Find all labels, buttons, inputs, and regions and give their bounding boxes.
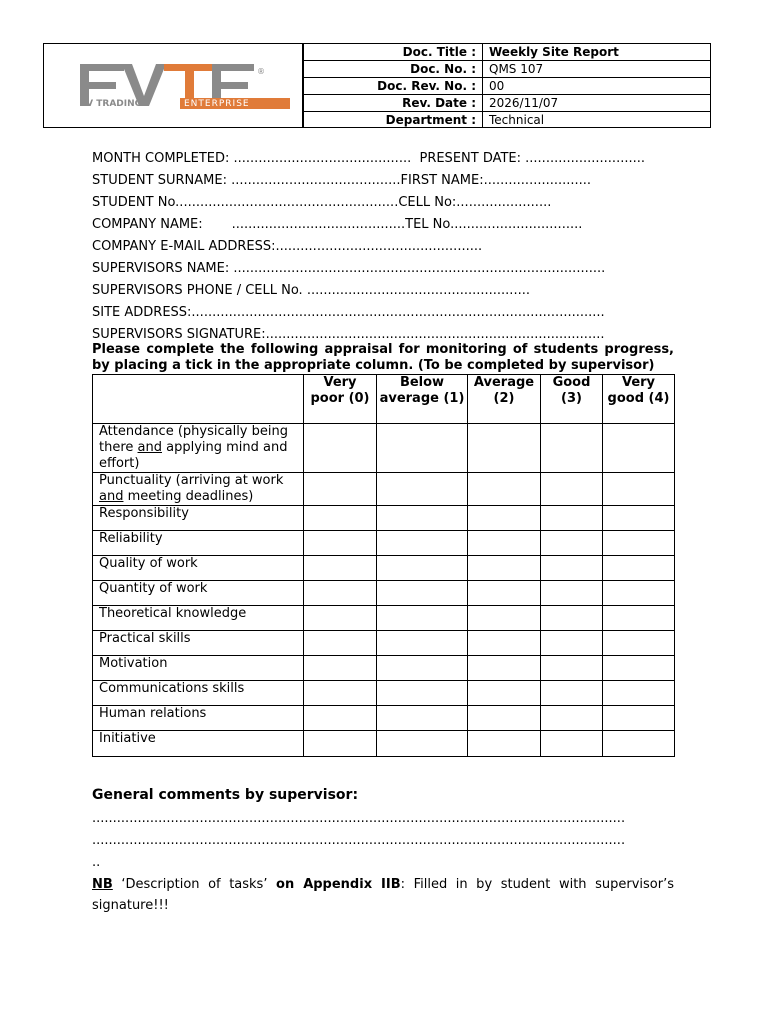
comments-heading: General comments by supervisor: [92, 787, 359, 803]
meta-value-rev-no: 00 [483, 78, 711, 95]
meta-row-doc-no [304, 61, 711, 78]
table-row [93, 631, 675, 656]
rating-cell[interactable] [304, 581, 377, 606]
meta-label: Rev. Date : [304, 95, 483, 112]
rating-cell[interactable] [468, 556, 541, 581]
rating-cell[interactable] [603, 556, 675, 581]
nb-part-2: on Appendix IIB [276, 877, 401, 892]
rating-cell[interactable] [541, 556, 603, 581]
rating-cell[interactable] [377, 424, 468, 473]
rating-cell[interactable] [304, 473, 377, 506]
rating-cell[interactable] [541, 706, 603, 731]
table-row [93, 531, 675, 556]
rating-cell[interactable] [377, 681, 468, 706]
table-row [93, 731, 675, 757]
rating-cell[interactable] [377, 556, 468, 581]
table-row [93, 556, 675, 581]
criterion-attendance: Attendance (physically being there and applying mind and effort) [93, 424, 304, 473]
rating-cell[interactable] [541, 731, 603, 757]
meta-label: Doc. No. : [304, 61, 483, 78]
criterion-responsibility: Responsibility [93, 506, 304, 531]
field-month-completed[interactable]: MONTH COMPLETED: ........................................... PRESENT DATE: ............................. [92, 151, 645, 166]
rating-cell[interactable] [304, 656, 377, 681]
document-meta-table [303, 44, 710, 128]
rating-cell[interactable] [468, 473, 541, 506]
field-supervisors-phone[interactable]: SUPERVISORS PHONE / CELL No. ...................................................... [92, 283, 530, 298]
criterion-practical: Practical skills [93, 631, 304, 656]
rating-cell[interactable] [377, 731, 468, 757]
criterion-quality: Quality of work [93, 556, 304, 581]
rating-cell[interactable] [603, 473, 675, 506]
rating-cell[interactable] [377, 581, 468, 606]
rating-cell[interactable] [304, 424, 377, 473]
rating-cell[interactable] [603, 656, 675, 681]
nb-part-3: : Filled in by student with supervisor’s signature!!! [92, 877, 674, 913]
rating-cell[interactable] [541, 424, 603, 473]
logo-tagline-a: FV TRADING [80, 99, 143, 109]
header-good: Good (3) [541, 375, 603, 424]
rating-cell[interactable] [377, 631, 468, 656]
rating-cell[interactable] [377, 706, 468, 731]
rating-cell[interactable] [541, 531, 603, 556]
nb-note [92, 874, 674, 916]
rating-cell[interactable] [468, 424, 541, 473]
criterion-quantity: Quantity of work [93, 581, 304, 606]
rating-cell[interactable] [541, 656, 603, 681]
meta-value-department: Technical [483, 112, 711, 129]
registered-mark: ® [257, 67, 265, 76]
meta-row-rev-date [304, 95, 711, 112]
nb-part-1: ‘Description of tasks’ [112, 877, 277, 892]
logo-cell [44, 44, 303, 127]
rating-cell[interactable] [468, 606, 541, 631]
company-logo [44, 44, 303, 127]
header-very-good: Very good (4) [603, 375, 675, 424]
table-row [93, 681, 675, 706]
table-row [93, 506, 675, 531]
rating-cell[interactable] [304, 681, 377, 706]
document-header [43, 43, 711, 128]
appraisal-header-row [93, 375, 675, 424]
criterion-human-relations: Human relations [93, 706, 304, 731]
rating-cell[interactable] [304, 706, 377, 731]
comments-line-2[interactable]: ................................................................................................................................. [92, 833, 626, 848]
nb-label: NB [92, 877, 113, 892]
table-row [93, 706, 675, 731]
rating-cell[interactable] [304, 506, 377, 531]
rating-cell[interactable] [304, 531, 377, 556]
meta-label: Department : [304, 112, 483, 129]
table-row [93, 473, 675, 506]
rating-cell[interactable] [603, 681, 675, 706]
rating-cell[interactable] [541, 581, 603, 606]
rating-cell[interactable] [468, 656, 541, 681]
criterion-communications: Communications skills [93, 681, 304, 706]
meta-value-rev-date: 2026/11/07 [483, 95, 711, 112]
field-supervisors-signature[interactable]: SUPERVISORS SIGNATURE:.................................................................................. [92, 327, 605, 342]
appraisal-table [92, 374, 675, 757]
logo-brand-text: FVTE [44, 44, 47, 45]
criterion-theoretical: Theoretical knowledge [93, 606, 304, 631]
meta-label: Doc. Rev. No. : [304, 78, 483, 95]
rating-cell[interactable] [377, 473, 468, 506]
rating-cell[interactable] [468, 706, 541, 731]
rating-cell[interactable] [377, 606, 468, 631]
table-row [93, 606, 675, 631]
rating-cell[interactable] [603, 606, 675, 631]
rating-cell[interactable] [304, 731, 377, 757]
field-student-no[interactable]: STUDENT No......................................................CELL No:....................... [92, 195, 552, 210]
table-row [93, 424, 675, 473]
rating-cell[interactable] [468, 581, 541, 606]
rating-cell[interactable] [603, 706, 675, 731]
criterion-initiative: Initiative [93, 731, 304, 757]
field-site-address[interactable]: SITE ADDRESS:.................................................................................................... [92, 305, 605, 320]
criterion-reliability: Reliability [93, 531, 304, 556]
meta-value-title: Weekly Site Report [483, 44, 711, 61]
rating-cell[interactable] [304, 606, 377, 631]
rating-cell[interactable] [603, 731, 675, 757]
rating-cell[interactable] [377, 656, 468, 681]
meta-value-doc-no: QMS 107 [483, 61, 711, 78]
meta-row-department [304, 112, 711, 129]
logo-tagline-b: ENTERPRISE [184, 99, 250, 109]
rating-cell[interactable] [377, 531, 468, 556]
table-row [93, 656, 675, 681]
criterion-motivation: Motivation [93, 656, 304, 681]
header-below-average: Below average (1) [377, 375, 468, 424]
criterion-punctuality: Punctuality (arriving at work and meeting deadlines) [93, 473, 304, 506]
comments-line-1[interactable]: ................................................................................................................................. [92, 811, 626, 826]
rating-cell[interactable] [603, 531, 675, 556]
rating-cell[interactable] [603, 581, 675, 606]
rating-cell[interactable] [304, 556, 377, 581]
rating-cell[interactable] [468, 631, 541, 656]
rating-cell[interactable] [541, 473, 603, 506]
meta-label: Doc. Title : [304, 44, 483, 61]
rating-cell[interactable] [468, 506, 541, 531]
rating-cell[interactable] [541, 631, 603, 656]
field-supervisors-name[interactable]: SUPERVISORS NAME: .......................................................................................... [92, 261, 606, 276]
field-company-email[interactable]: COMPANY E-MAIL ADDRESS:.................................................. [92, 239, 483, 254]
header-very-poor: Very poor (0) [304, 375, 377, 424]
rating-cell[interactable] [468, 681, 541, 706]
rating-cell[interactable] [541, 606, 603, 631]
header-criterion [93, 375, 304, 424]
rating-cell[interactable] [603, 631, 675, 656]
rating-cell[interactable] [377, 506, 468, 531]
meta-row-title [304, 44, 711, 61]
appraisal-instructions: Please complete the following appraisal for monitoring of students progress, by placing a tick in the appropriate column. (To be completed by supervisor) [92, 342, 674, 373]
rating-cell[interactable] [541, 506, 603, 531]
comments-line-3[interactable]: .. [92, 855, 101, 870]
rating-cell[interactable] [304, 631, 377, 656]
rating-cell[interactable] [541, 681, 603, 706]
field-company-name[interactable]: COMPANY NAME: ..........................................TEL No................................ [92, 217, 583, 232]
rating-cell[interactable] [468, 531, 541, 556]
rating-cell[interactable] [603, 506, 675, 531]
meta-row-rev-no [304, 78, 711, 95]
header-average: Average (2) [468, 375, 541, 424]
rating-cell[interactable] [603, 424, 675, 473]
rating-cell[interactable] [468, 731, 541, 757]
field-student-surname[interactable]: STUDENT SURNAME: .........................................FIRST NAME:.......................... [92, 173, 592, 188]
table-row [93, 581, 675, 606]
